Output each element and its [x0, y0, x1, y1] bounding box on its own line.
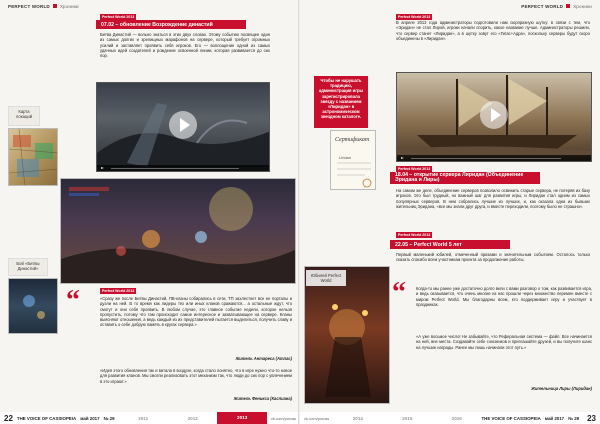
year-tab[interactable]: 2012 — [187, 415, 198, 421]
video-controls[interactable] — [97, 165, 269, 171]
video-controls[interactable] — [397, 155, 591, 161]
anniversary-image-art — [305, 267, 390, 404]
section-text: Битва Династий — вольно знаться в этих двух словах. Этому событию посвящен один из самых долгих и зрелищных марафонов на сервере, который требует огромных усилий и заставляет проявить себя игроков. Его — воплощение одной из самых удачных идей создателей и рождение освоенной линии, которая развивается до сих пор. — [100, 32, 270, 59]
quote-text: «Сразу же после Битвы Династий, ПВ-кланы собирались в сети, ТП захлестнет все ее порталы и дуэли на ней. В то время как лидеры тех или иных кланов сражаются... а остальные ждут, что смогут и они себя проявить. В любом случае, это главное событие недели, которое нельзя пропустить, потому что там происходит самое интересное и захватывающее на сервере. Кланы выясняют отношения, а ведь каждый из их представителей пытается выделиться, получить славу и оставить о себе добрую память в кругах сервера.» — [100, 296, 292, 328]
certificate-name: Liridan — [339, 155, 352, 160]
play-icon[interactable] — [480, 101, 508, 129]
section-title: 07.02 – обновление Возрождение династий — [96, 20, 246, 29]
video-player-2[interactable] — [396, 72, 592, 162]
certificate-image — [330, 130, 376, 190]
right-quote-text: Когда-то мы ранее уже достаточно долго вели с вами разговор о том, как развивается игра, и ведь оказывается, что очень многие из нас прошли через множество перемен вместе с миром Perfect World. Мы благодарны всем, кто поддерживает игру и участвует в праздниках. — [416, 286, 592, 307]
year-tab-active[interactable]: 2013 — [217, 412, 266, 424]
right-page — [300, 0, 600, 424]
header-brand: PERFECT WORLD — [8, 3, 50, 9]
year-tab[interactable]: 2016 — [451, 415, 462, 421]
play-small-icon[interactable] — [401, 157, 404, 159]
timeline-tag: Perfect World 2013 — [102, 15, 135, 19]
magazine-name: THE VOICE OF CASSIOPEIA — [16, 415, 77, 421]
battle-caption: Бой «Битвы Династий» — [8, 258, 48, 276]
battle-screenshot-art — [61, 179, 296, 284]
section2-text: На самом же деле, объединение серверов позволило освежить старые сервера, не потеряв их базу игроков. Это был трудный, но важный шаг для развития игры, и Лиридан стал одним из самых популярных серверов. В нем собрались лучшие из лучших, и, как сказала одна из бывших жительниц Эридана, «все мы знали друг друга, и вместе переходили, поэтому было не страшно». — [396, 188, 590, 209]
anniversary-image — [304, 266, 390, 404]
page-number: 22 — [4, 413, 13, 423]
play-icon[interactable] — [169, 111, 197, 139]
header-brand: PERFECT WORLD — [521, 3, 564, 9]
issue-date: май 2017 — [544, 415, 565, 421]
year-tab[interactable]: 2014 — [352, 415, 363, 421]
magazine-name: THE VOICE OF CASSIOPEIA — [481, 415, 541, 421]
right-quote2-signature: Жительница Лиры (Лиридан) — [531, 386, 592, 391]
timeline-tag: Perfect World 2013 — [398, 15, 431, 19]
quote2-signature: Житель Феникса (Каспиана) — [233, 396, 292, 401]
quote-mark-icon: “ — [66, 285, 80, 316]
left-footer — [0, 412, 300, 424]
battle-screenshot — [60, 178, 296, 284]
progress-bar[interactable] — [411, 158, 561, 159]
quote-mark-icon: “ — [392, 277, 406, 308]
issue-number: № 29 — [103, 415, 115, 421]
map-image — [8, 128, 58, 186]
section3-text: Первый маленький юбилей, отмеченный призами и значительным событием. Осталось только сказать спасибо всем участникам проекта за продолжение работы. — [396, 252, 590, 263]
star-note: Чтобы не нарушать традицию, администрация игры зарегистрировала звезду с названием «Лиридан» в астрономическом звездном каталоге. — [314, 76, 368, 128]
timeline-tag: Perfect World 2013 — [102, 289, 135, 293]
site-link[interactable]: vk.com/pwcas — [270, 415, 297, 421]
year-tab[interactable]: 2015 — [402, 415, 413, 421]
header-section: Хроники — [59, 3, 79, 9]
timeline-tag: Perfect World 2013 — [398, 167, 431, 171]
left-header — [8, 2, 79, 10]
header-square-icon — [53, 4, 57, 8]
intro-text: В апреле 2013 года администраторы подготовили нам сюрпризную шутку: в связи с тем, что «Эридан» не стал Лирой, игроки начали спорить, какое название лучше. Администраторы решили, что сервер станет «Лиридан», а в шутку зовут его «Гигас+Адра», поскольку серверы будут скоро объединены в «Лиридан». — [396, 20, 590, 41]
page-number: 23 — [587, 413, 597, 423]
header-section: Хроники — [573, 3, 592, 9]
site-link[interactable]: vk.com/pwcas — [304, 415, 330, 421]
certificate-art — [331, 131, 376, 190]
section3-title: 22.05 – Perfect World 5 лет — [390, 240, 510, 249]
issue-date: май 2017 — [80, 415, 100, 421]
map-caption: Карта локаций — [8, 106, 40, 126]
certificate-title: Сертификат — [335, 137, 370, 143]
year-tab[interactable]: 2011 — [138, 415, 149, 421]
video-player-1[interactable] — [96, 82, 270, 172]
right-quote2-text: «А уже восьмое число! Не забывайте, что Реферальная система — файл. Все начинается на ней, вне места. Создавайте себе союзников и приглашайте друзей, и вы получите шанс на лучшие награды. Ранее мы лишь начинали этот путь.» — [416, 334, 592, 350]
battle-thumbnail — [8, 278, 58, 334]
quote-signature: Житель Антареса (Атлас) — [235, 356, 292, 361]
issue-number: № 29 — [568, 415, 580, 421]
right-header — [521, 2, 592, 10]
anniversary-caption: Юбилей Perfect World — [306, 270, 346, 286]
right-footer — [300, 412, 600, 424]
timeline-tag: Perfect World 2013 — [398, 233, 431, 237]
progress-bar[interactable] — [111, 168, 239, 169]
map-image-art — [9, 129, 58, 186]
section2-title: 18.04 – открытие сервера Лиридан (Объединение Эридана и Лиры) — [390, 172, 540, 184]
play-small-icon[interactable] — [101, 167, 104, 169]
quote2-text: «Идея этого обновления так и витала в воздухе, когда стало понятно, что в игре нужно что-то новое для развития кланов. Мы смогли реализовать этот механизм так, что люди до сих пор с увлечением в это играют.» — [100, 368, 292, 384]
header-square-icon — [566, 4, 570, 8]
battle-thumbnail-art — [9, 279, 58, 334]
